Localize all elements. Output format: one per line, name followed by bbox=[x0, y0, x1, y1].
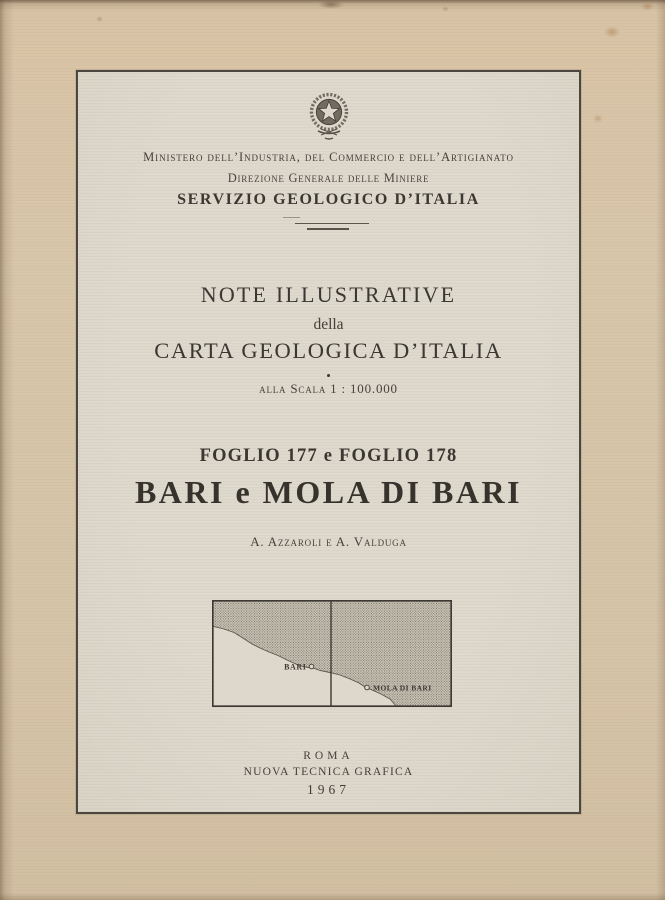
imprint-year: 1967 bbox=[307, 782, 350, 797]
ornament-rule-short bbox=[307, 228, 349, 230]
ornament-rule-long bbox=[295, 223, 369, 224]
authors-line: A. Azzaroli e A. Valduga bbox=[250, 534, 407, 549]
scale-note: alla Scala 1 : 100.000 bbox=[259, 381, 398, 396]
imprint-printer: NUOVA TECNICA GRAFICA bbox=[243, 766, 414, 778]
direction-line: Direzione Generale delle Miniere bbox=[227, 171, 430, 185]
ornament-rule bbox=[281, 215, 377, 231]
paper-stain bbox=[604, 26, 620, 38]
separator-dot: • bbox=[326, 368, 331, 383]
italy-emblem-icon bbox=[305, 88, 353, 144]
imprint-city: ROMA bbox=[303, 750, 354, 762]
map-bari-marker bbox=[309, 664, 314, 669]
paper-stain bbox=[641, 2, 654, 11]
map-series-title: CARTA GEOLOGICA D’ITALIA bbox=[154, 338, 503, 363]
index-map-figure bbox=[212, 600, 452, 708]
paper-stain bbox=[593, 114, 603, 123]
page-title: BARI e MOLA DI BARI bbox=[134, 474, 523, 510]
map-mola-marker bbox=[365, 685, 370, 690]
series-title: NOTE ILLUSTRATIVE bbox=[200, 282, 457, 307]
paper-stain bbox=[318, 0, 344, 9]
series-connector: della bbox=[313, 316, 344, 333]
map-mola-label: MOLA DI BARI bbox=[373, 683, 432, 693]
paper-stain bbox=[442, 6, 449, 12]
map-bari-label: BARI bbox=[284, 662, 307, 672]
page-frame bbox=[76, 70, 581, 814]
service-line: SERVIZIO GEOLOGICO D’ITALIA bbox=[177, 191, 480, 208]
ministry-line: Ministero dell’Industria, del Commercio e dell’Artigianato bbox=[143, 150, 514, 164]
paper-stain bbox=[96, 16, 103, 22]
ornament-rule-dash bbox=[283, 217, 300, 218]
sheet-numbers: FOGLIO 177 e FOGLIO 178 bbox=[199, 446, 458, 466]
